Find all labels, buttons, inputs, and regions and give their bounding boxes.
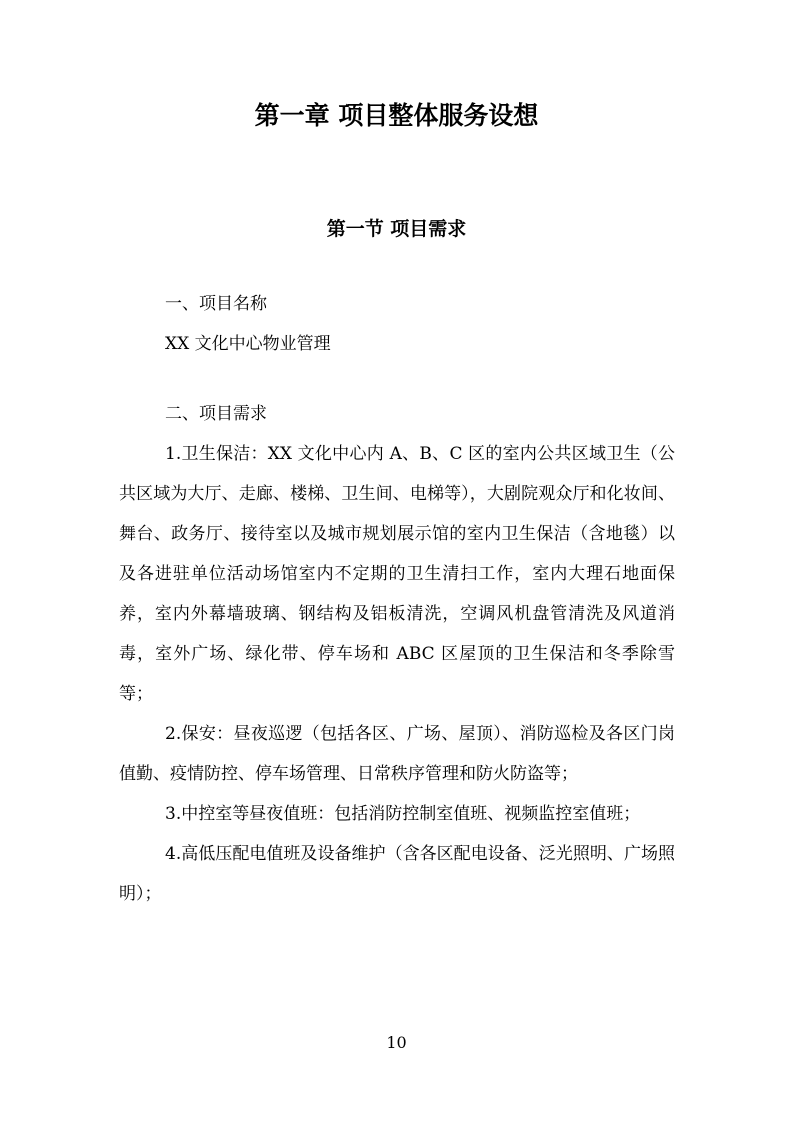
document-body (119, 284, 675, 914)
project-name-text: XX 文化中心物业管理 (165, 334, 331, 354)
paragraph-spacer (119, 364, 675, 394)
requirement-item-control-room: 3.中控室等昼夜值班：包括消防控制室值班、视频监控室值班； (165, 804, 641, 824)
heading-project-requirements: 二、项目需求 (165, 404, 267, 424)
section-title: 第一节 项目需求 (326, 218, 467, 240)
requirement-item-power: 4.高低压配电值班及设备维护（含各区配电设备、泛光照明、广场照明）； (119, 844, 675, 904)
heading-project-name: 一、项目名称 (165, 294, 267, 314)
chapter-title: 第一章 项目整体服务设想 (254, 101, 539, 130)
requirement-item-security: 2.保安：昼夜巡逻（包括各区、广场、屋顶）、消防巡检及各区门岗值勤、疫情防控、停车场管理、日常秩序管理和防火防盗等； (119, 724, 675, 784)
page-number: 10 (386, 1033, 407, 1052)
requirement-item-cleaning: 1.卫生保洁：XX 文化中心内 A、B、C 区的室内公共区域卫生（公共区域为大厅、走廊、楼梯、卫生间、电梯等），大剧院观众厅和化妆间、舞台、政务厅、接待室以及城市规划展示馆的室内卫生保洁（含地毯）以及各进驻单位活动场馆室内不定期的卫生清扫工作，室内大理石地面保养，室内外幕墙玻璃、钢结构及铝板清洗，空调风机盘管清洗及风道消毒，室外广场、绿化带、停车场和 ABC 区屋顶的卫生保洁和冬季除雪等； (119, 444, 675, 704)
